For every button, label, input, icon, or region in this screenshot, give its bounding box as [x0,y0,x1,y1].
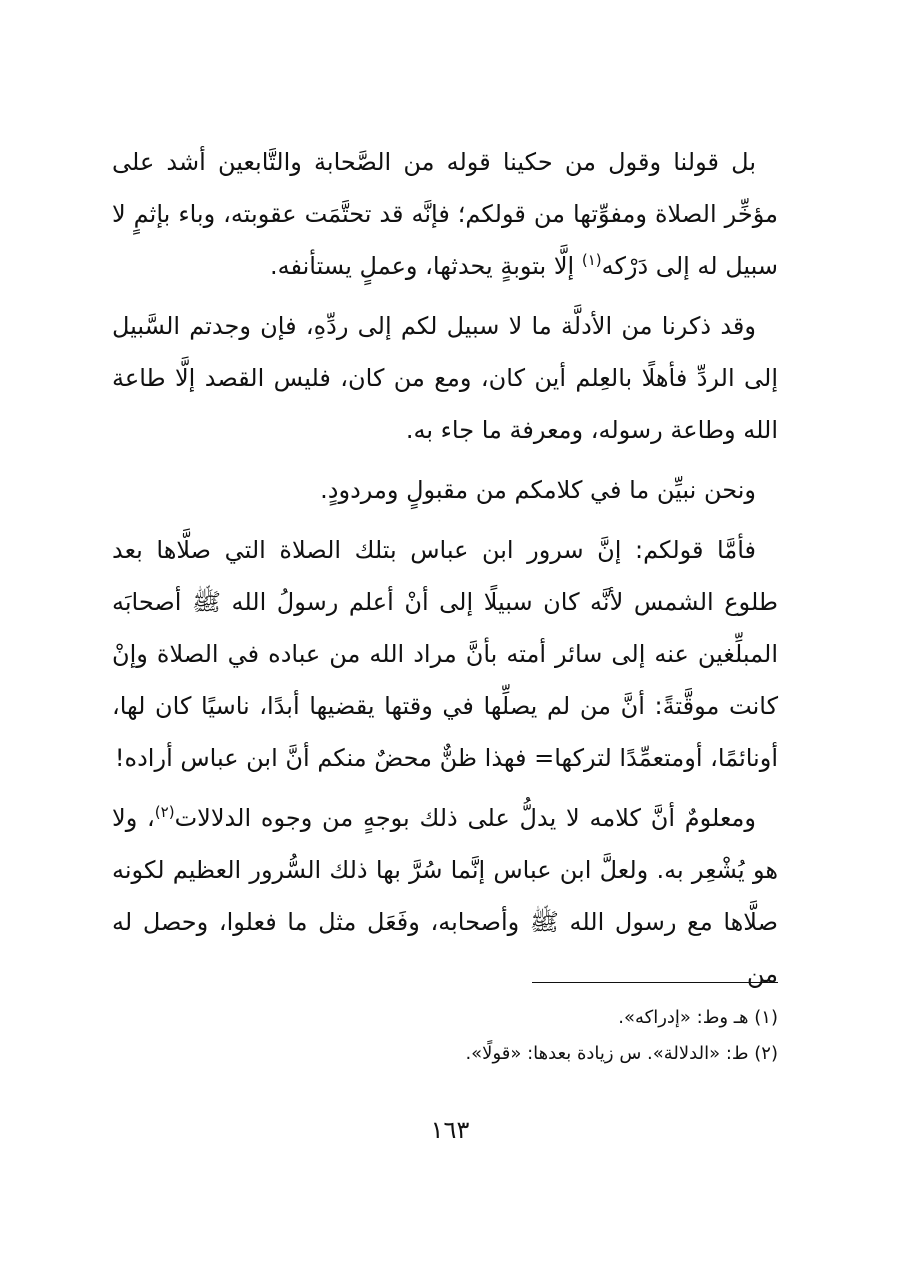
footnote-1: (١) هـ وط: «إدراكه». [618,1007,778,1028]
paragraph-3: ونحن نبيِّن ما في كلامكم من مقبولٍ ومردودٍ. [320,476,756,504]
paragraph-4: فأمَّا قولكم: إنَّ سرور ابن عباس بتلك الصلاة التي صلَّاها بعد طلوع الشمس لأنَّه كان سبيلًا إلى أنْ أعلم رسولُ الله ﷺ أصحابَه المبلِّغين عنه إلى سائر أمته بأنَّ مراد الله من عباده في الصلاة وإنْ كانت موقَّتةً: أنَّ من لم يصلِّها في وقتها يقضيها أبدًا، ناسيًا كان لها، أونائمًا، أومتعمِّدًا لتركها= فهذا ظنٌّ محضٌ منكم أنَّ ابن عباس أراده! [112,536,778,772]
footnote-ref-1[interactable]: (١) [581,251,602,269]
paragraph-1-text-after: إلَّا بتوبةٍ يحدثها، وعملٍ يستأنفه. [269,252,582,280]
footnote-separator [532,982,778,983]
paragraph-5-text-after: ، ولا هو يُشْعِر به. ولعلَّ ابن عباس إنَّما سُرَّ بها ذلك السُّرور العظيم لكونه صلَّاها مع رسول الله ﷺ وأصحابه، وفَعَل مثل ما فعلوا، وحصل له من [112,804,778,988]
paragraph-5-text: ومعلومٌ أنَّ كلامه لا يدلُّ على ذلك بوجهٍ من وجوه الدلالات [174,804,756,832]
page-number: ١٦٣ [430,1116,470,1144]
footnote-ref-2[interactable]: (٢) [154,803,175,821]
footnote-2: (٢) ط: «الدلالة». س زيادة بعدها: «قولًا». [465,1043,778,1064]
paragraph-5 [112,792,778,1000]
paragraph-1-text: بل قولنا وقول من حكينا قوله من الصَّحابة والتَّابعين أشد على مؤخِّر الصلاة ومفوِّتها من قولكم؛ فإنَّه قد تحتَّمَت عقوبته، وباء بإثمٍ لا سبيل له إلى دَرْكه [112,148,778,280]
paragraph-1 [112,136,778,292]
footnotes [112,1000,778,1072]
main-text [112,136,778,1000]
paragraph-2: وقد ذكرنا من الأدلَّة ما لا سبيل لكم إلى ردِّهِ، فإن وجدتم السَّبيل إلى الردِّ فأهلًا بالعِلم أين كان، ومع من كان، فليس القصد إلَّا طاعة الله وطاعة رسوله، ومعرفة ما جاء به. [112,312,778,444]
